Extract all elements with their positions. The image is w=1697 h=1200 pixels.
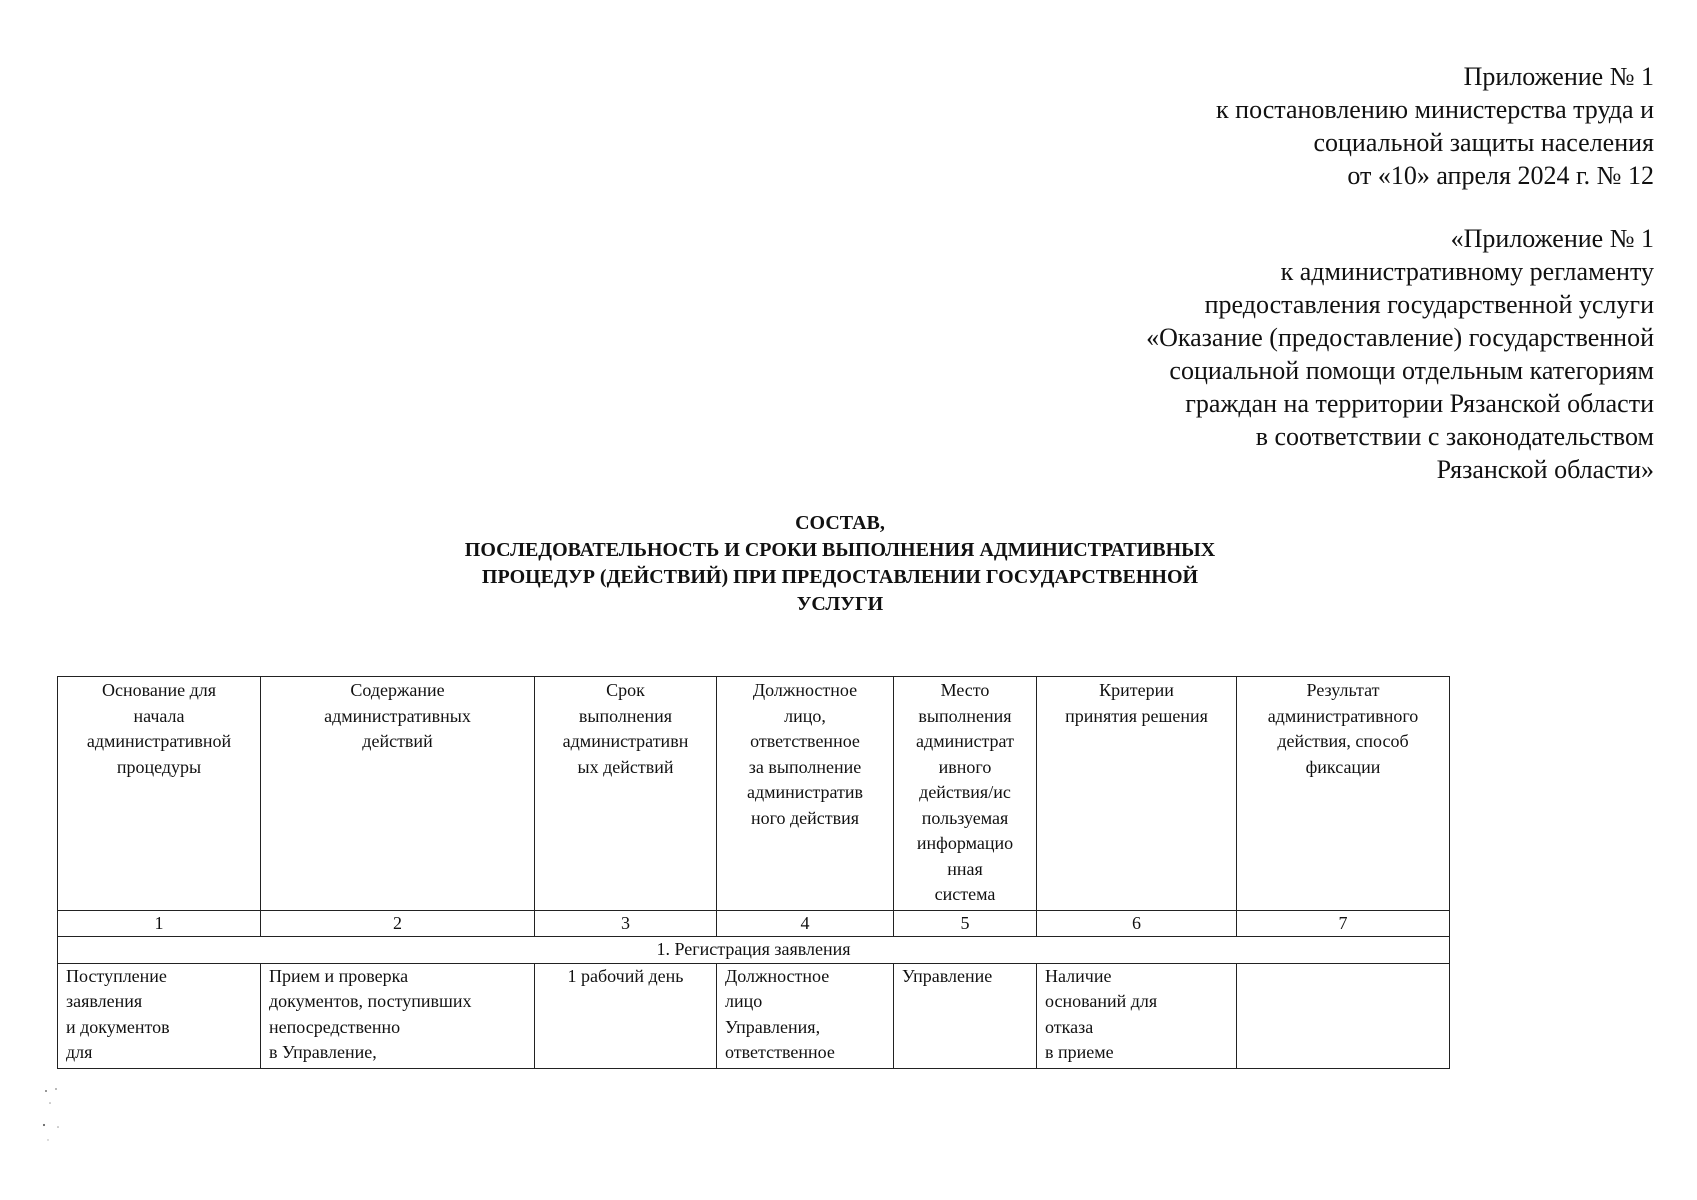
cell-text: Прием и проверка — [269, 965, 409, 986]
header-text: нная — [947, 858, 983, 879]
header-text: выполнения — [578, 705, 673, 726]
cell-text: непосредственно — [269, 1016, 401, 1037]
cell-text: 1 рабочий день — [567, 965, 684, 986]
appendix-regulation-line: Рязанской области» — [1436, 455, 1654, 484]
section-row — [58, 937, 1450, 964]
appendix-regulation-line: граждан на территории Рязанской области — [1185, 389, 1654, 418]
cell-text: отказа — [1045, 1016, 1094, 1037]
header-cell-official — [717, 677, 894, 911]
document-title — [380, 510, 1300, 618]
header-text: фиксации — [1305, 756, 1381, 777]
header-text: административн — [562, 731, 689, 751]
cell-text: в приеме — [1045, 1042, 1114, 1062]
header-text: Результат — [1306, 680, 1380, 700]
cell-text: документов, поступивших — [269, 991, 472, 1011]
header-text: процедуры — [116, 756, 202, 777]
appendix-regulation-line: предоставления государственной услуги — [1204, 290, 1654, 319]
cell-text: оснований для — [1045, 991, 1158, 1011]
header-text: ответственное — [750, 731, 860, 751]
header-text: административного — [1267, 705, 1419, 726]
column-number: 5 — [894, 910, 1037, 937]
header-cell-criteria — [1037, 677, 1237, 911]
column-number: 6 — [1037, 910, 1237, 937]
header-text: административной — [86, 731, 232, 751]
cell-text: ответственное — [725, 1042, 835, 1062]
column-number: 3 — [535, 910, 717, 937]
table-cell-empty — [1237, 963, 1450, 1068]
header-text: Критерии — [1099, 680, 1174, 700]
table-header-row — [58, 677, 1450, 911]
cell-text: Управление — [902, 965, 993, 986]
header-text: Основание для — [101, 680, 217, 700]
title-line: ПОСЛЕДОВАТЕЛЬНОСТЬ И СРОКИ ВЫПОЛНЕНИЯ АДМИНИСТРАТИВНЫХ — [464, 539, 1216, 561]
cell-text: Поступление — [66, 965, 167, 986]
cell-text: лицо — [725, 991, 763, 1011]
table-cell — [261, 963, 535, 1068]
header-text: система — [934, 884, 996, 904]
cell-text: Наличие — [1045, 965, 1112, 986]
header-text: ивного — [938, 756, 992, 777]
table-cell — [717, 963, 894, 1068]
header-cell-place — [894, 677, 1037, 911]
column-number-row — [58, 910, 1450, 937]
title-line: ПРОЦЕДУР (ДЕЙСТВИЙ) ПРИ ПРЕДОСТАВЛЕНИИ ГОСУДАРСТВЕННОЙ — [481, 566, 1199, 588]
appendix-regulation-line: «Приложение № 1 — [1450, 224, 1654, 253]
scan-specks — [40, 1085, 80, 1145]
appendix-order-line: от «10» апреля 2024 г. № 12 — [1347, 161, 1654, 190]
header-text: Срок — [606, 680, 645, 700]
header-text: за выполнение — [748, 756, 862, 777]
header-cell-term — [535, 677, 717, 911]
appendix-regulation-line: социальной помощи отдельным категориям — [1169, 356, 1654, 385]
header-text: Место — [940, 680, 990, 700]
cell-text: заявления — [66, 991, 143, 1011]
table-row — [58, 963, 1450, 1068]
table-cell — [535, 963, 717, 1068]
header-cell-result — [1237, 677, 1450, 911]
title-line: УСЛУГИ — [796, 593, 884, 615]
header-text: Содержание — [350, 680, 445, 700]
appendix-order-header — [1216, 60, 1654, 192]
header-text: начала — [133, 705, 185, 726]
appendix-regulation-line: «Оказание (предоставление) государственной — [1146, 323, 1654, 352]
appendix-order-line: Приложение № 1 — [1463, 62, 1654, 91]
header-text: принятия решения — [1065, 705, 1208, 726]
column-number: 7 — [1237, 910, 1450, 937]
header-text: действий — [362, 731, 433, 751]
appendix-regulation-line: к административному регламенту — [1280, 257, 1654, 286]
appendix-order-line: социальной защиты населения — [1313, 128, 1654, 157]
header-text: Должностное — [752, 680, 858, 700]
header-text: пользуемая — [921, 807, 1009, 828]
section-title: 1. Регистрация заявления — [58, 937, 1450, 964]
table-cell — [1037, 963, 1237, 1068]
table-cell — [58, 963, 261, 1068]
header-text: действия/ис — [919, 782, 1011, 802]
header-text: ного действия — [750, 807, 860, 828]
header-text: администрат — [916, 731, 1014, 751]
cell-text: и документов — [66, 1016, 170, 1037]
cell-text: для — [66, 1042, 93, 1062]
cell-text: в Управление, — [269, 1042, 377, 1062]
appendix-order-line: к постановлению министерства труда и — [1216, 95, 1654, 124]
procedures-table — [57, 676, 1450, 1069]
column-number: 2 — [261, 910, 535, 937]
header-text: действия, способ — [1277, 731, 1409, 751]
cell-text: Управления, — [725, 1016, 821, 1037]
appendix-regulation-header — [1146, 222, 1654, 486]
appendix-regulation-line: в соответствии с законодательством — [1255, 422, 1654, 451]
header-text: административных — [324, 705, 471, 726]
header-text: лицо, — [784, 705, 826, 726]
column-number: 1 — [58, 910, 261, 937]
table-cell — [894, 963, 1037, 1068]
header-cell-basis — [58, 677, 261, 911]
header-text: ых действий — [577, 756, 674, 777]
title-line: СОСТАВ, — [795, 512, 885, 534]
header-text: выполнения — [918, 705, 1012, 726]
cell-text: Должностное — [725, 965, 830, 986]
header-text: информацио — [916, 833, 1014, 853]
column-number: 4 — [717, 910, 894, 937]
header-text: административ — [746, 782, 864, 802]
header-cell-content — [261, 677, 535, 911]
